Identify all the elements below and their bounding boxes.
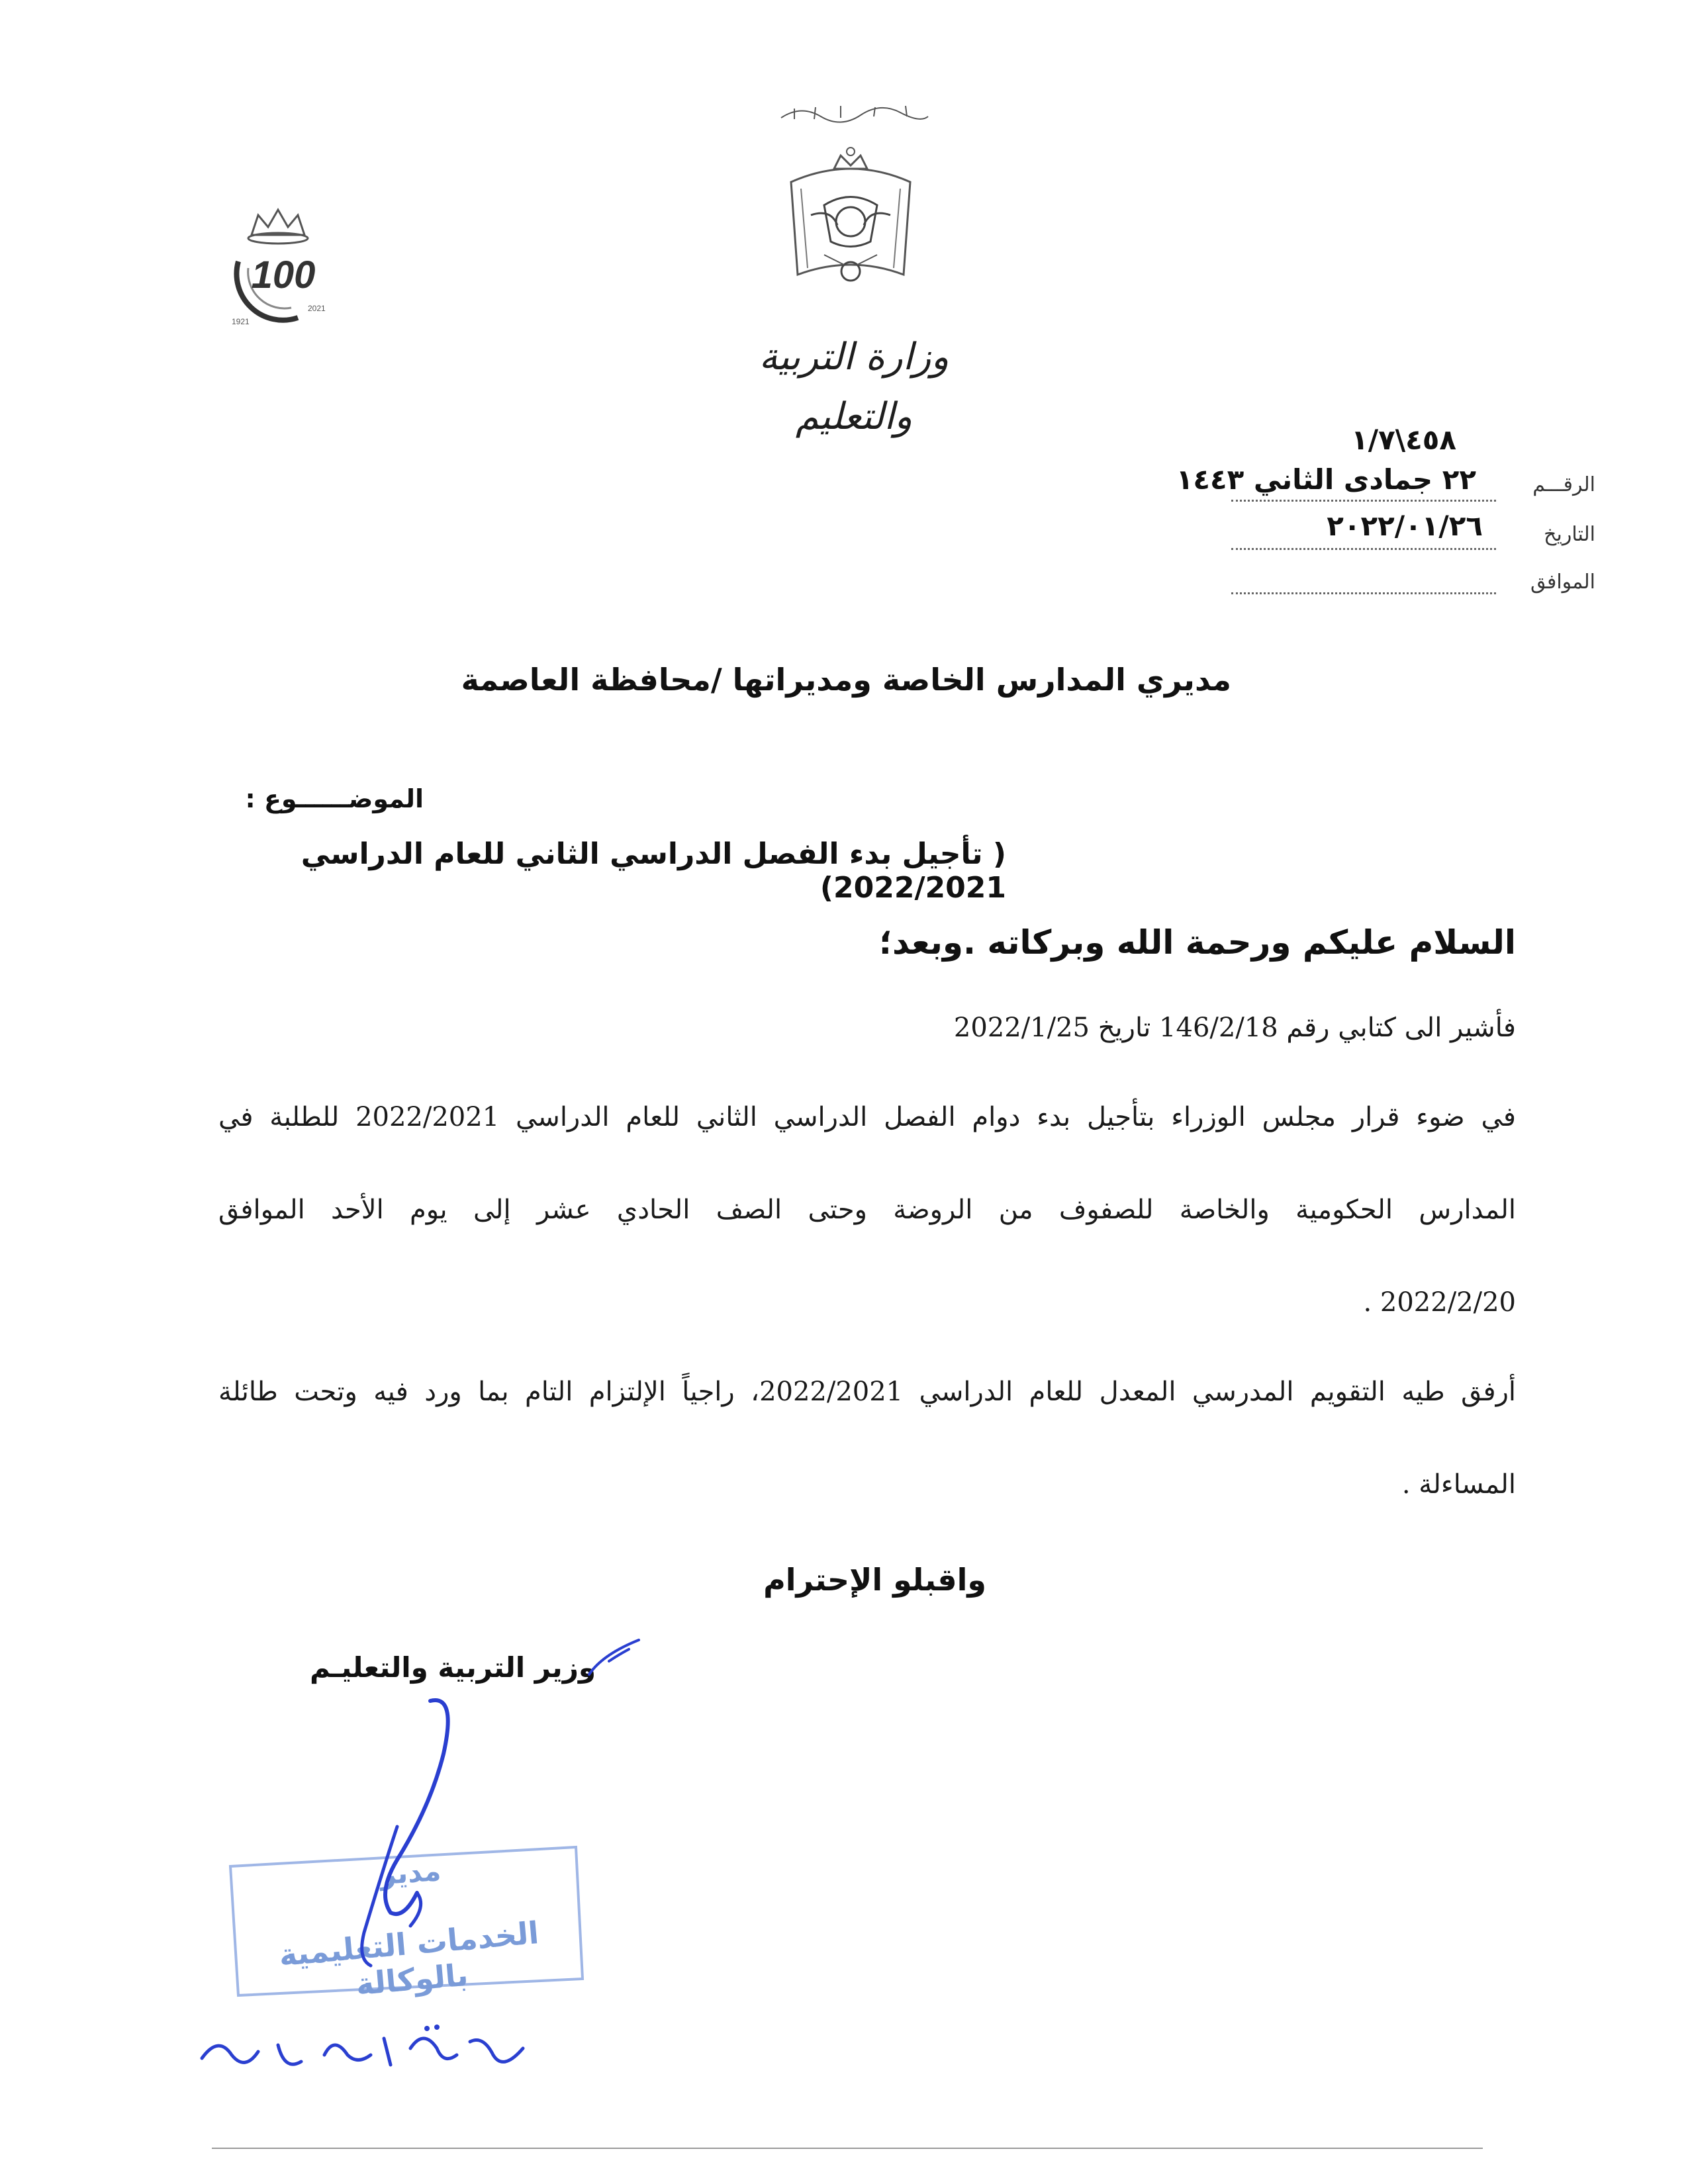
paragraph-decision-line-1: في ضوء قرار مجلس الوزراء بتأجيل بدء دوام الفصل الدراسي الثاني للعام الدراسي 2022/2021 للطلبة في — [218, 1102, 1516, 1132]
signatory-title: وزير التربية والتعليـم — [310, 1651, 596, 1684]
date-value: ٢٠٢٢/٠١/٢٦ — [1327, 510, 1483, 542]
paragraph-reference: فأشير الى كتابي رقم 146/2/18 تاريخ 2022/1/25 — [953, 1013, 1516, 1043]
number-dotted-line — [1231, 500, 1496, 502]
number-label: الرقـــم — [1532, 473, 1595, 496]
subject-text: ( تأجيل بدء الفصل الدراسي الثاني للعام الدراسي 2022/2021) — [301, 837, 1006, 905]
corresponding-dotted-line — [1231, 592, 1496, 594]
footer-rule — [212, 2148, 1483, 2149]
centenary-year-end: 2021 — [308, 304, 326, 313]
addressee: مديري المدارس الخاصة ومديراتها /محافظة العاصمة — [461, 662, 1231, 698]
stamp-department: الخدمات التعليمية بالوكالة — [277, 1915, 541, 2003]
paragraph-attachment-line-2: المساءلة . — [1401, 1469, 1516, 1500]
pen-mark — [583, 1635, 642, 1681]
closing-line: واقبلو الإحترام — [763, 1562, 986, 1598]
ministry-name: وزارة التربية والتعليم — [759, 336, 949, 438]
handwritten-reference-number: ٤٥٨\١/٧ — [1351, 424, 1456, 456]
paragraph-decision-line-3: 2022/2/20 . — [1363, 1287, 1516, 1318]
paragraph-decision-line-2: المدارس الحكومية والخاصة للصفوف من الروضة وحتى الصف الحادي عشر إلى يوم الأحد الموافق — [218, 1195, 1516, 1225]
stamp-title: مدير — [379, 1854, 442, 1891]
signature — [318, 1694, 490, 1972]
centenary-year-start: 1921 — [232, 317, 250, 326]
centenary-number: 100 — [251, 253, 316, 296]
paragraph-attachment-line-1: أرفق طيه التقويم المدرسي المعدل للعام الدراسي 2022/2021، راجياً الإلتزام التام بما ورد فيه وتحت طائلة — [218, 1377, 1516, 1407]
greeting: السلام عليكم ورحمة الله وبركاته .وبعد؛ — [879, 923, 1516, 962]
corresponding-label: الموافق — [1530, 570, 1595, 594]
subject-label: الموضــــــوع : — [245, 784, 424, 813]
number-value: ٢٢ جمادى الثاني ١٤٤٣ — [1176, 463, 1476, 496]
coat-of-arms-emblem — [771, 142, 930, 291]
handwritten-name-signature — [192, 2009, 549, 2081]
date-dotted-line — [1231, 548, 1496, 550]
date-label: التاريخ — [1544, 523, 1595, 546]
basmala-calligraphy — [774, 99, 933, 126]
centenary-100-logo — [212, 189, 344, 334]
